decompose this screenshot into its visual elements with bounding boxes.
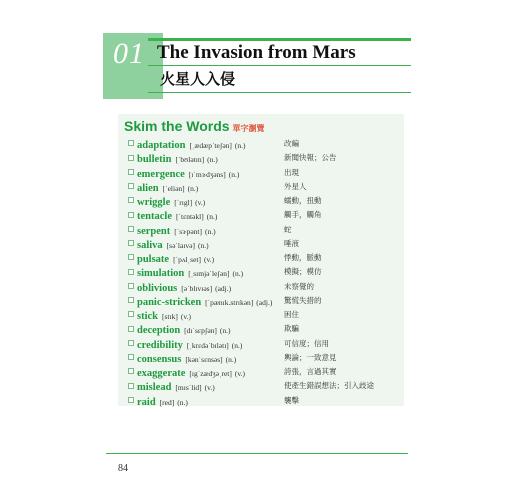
vocabulary-word: bulletin bbox=[137, 154, 172, 166]
vocabulary-row bbox=[128, 237, 404, 251]
header-bottom-rule bbox=[148, 92, 411, 93]
checkbox-square-icon[interactable] bbox=[128, 297, 134, 303]
chapter-number: 01 bbox=[113, 37, 145, 70]
part-of-speech: (n.) bbox=[177, 397, 188, 407]
checkbox-square-icon[interactable] bbox=[128, 326, 134, 332]
vocabulary-row bbox=[128, 166, 404, 180]
chinese-meaning: 蛇 bbox=[284, 224, 292, 234]
part-of-speech: (v.) bbox=[180, 312, 191, 321]
phonetic-transcription: [ˈpænɪk.strɪkən] bbox=[205, 297, 254, 307]
vocabulary-row bbox=[128, 365, 404, 379]
part-of-speech: (n.) bbox=[231, 340, 243, 350]
checkbox-square-icon[interactable] bbox=[128, 169, 134, 175]
header-middle-rule bbox=[148, 65, 411, 66]
vocabulary-word: oblivious bbox=[137, 282, 178, 294]
chapter-title: The Invasion from Mars bbox=[157, 42, 356, 63]
vocabulary-word: consensus bbox=[137, 353, 182, 365]
checkbox-square-icon[interactable] bbox=[128, 269, 134, 275]
chinese-meaning: 模擬；模仿 bbox=[284, 267, 322, 277]
chinese-meaning: 悸動，脈動 bbox=[284, 253, 322, 262]
checkbox-square-icon[interactable] bbox=[128, 311, 134, 317]
vocabulary-word: deception bbox=[137, 325, 181, 337]
part-of-speech: (adj.) bbox=[215, 283, 232, 293]
checkbox-square-icon[interactable] bbox=[128, 212, 134, 218]
phonetic-transcription: [mɪsˈlid] bbox=[175, 383, 202, 393]
vocabulary-row bbox=[128, 194, 404, 208]
phonetic-transcription: [ˈtɛntəkl] bbox=[175, 212, 204, 222]
chinese-meaning: 外星人 bbox=[284, 181, 307, 191]
checkbox-square-icon[interactable] bbox=[128, 354, 134, 360]
phonetic-transcription: [ˈrɪgl] bbox=[174, 198, 193, 207]
vocabulary-word: serpent bbox=[137, 225, 171, 237]
phonetic-transcription: [ˈsɝpənt] bbox=[174, 226, 202, 236]
phonetic-transcription: [ˌsɪmjəˈleʃən] bbox=[188, 269, 230, 279]
checkbox-square-icon[interactable] bbox=[128, 226, 134, 232]
vocabulary-word: mislead bbox=[137, 382, 172, 394]
chinese-meaning: 觸手，觸角 bbox=[284, 210, 322, 220]
part-of-speech: (n.) bbox=[206, 212, 218, 222]
part-of-speech: (n.) bbox=[204, 226, 216, 236]
footer-rule bbox=[106, 453, 408, 454]
vocabulary-word: credibility bbox=[137, 339, 183, 351]
phonetic-transcription: [kənˈsɛnsəs] bbox=[185, 354, 223, 364]
part-of-speech: (n.) bbox=[207, 155, 218, 165]
chinese-meaning: 出現 bbox=[284, 167, 299, 177]
vocabulary-row bbox=[128, 351, 404, 365]
vocabulary-word: stick bbox=[137, 311, 158, 322]
part-of-speech: (adj.) bbox=[256, 297, 273, 307]
vocabulary-row bbox=[128, 337, 404, 351]
phonetic-transcription: [ˌædæpˈteʃən] bbox=[189, 141, 232, 150]
part-of-speech: (n.) bbox=[219, 326, 231, 336]
skim-heading bbox=[124, 118, 265, 136]
phonetic-transcription: [red] bbox=[159, 397, 175, 407]
checkbox-square-icon[interactable] bbox=[128, 397, 134, 403]
part-of-speech: (n.) bbox=[198, 240, 209, 250]
vocabulary-row bbox=[128, 137, 404, 151]
phonetic-transcription: [ˈeliən] bbox=[162, 183, 185, 193]
chinese-meaning: 使產生錯誤想法；引入歧途 bbox=[284, 381, 374, 391]
chinese-meaning: 欺騙 bbox=[284, 324, 299, 334]
checkbox-square-icon[interactable] bbox=[128, 254, 134, 260]
chinese-meaning: 新聞快報；公告 bbox=[284, 153, 337, 163]
chinese-meaning: 困住 bbox=[284, 310, 299, 319]
phonetic-transcription: [əˈblɪvɪəs] bbox=[181, 283, 213, 293]
vocabulary-word: saliva bbox=[137, 239, 163, 251]
vocabulary-row bbox=[128, 208, 404, 222]
vocabulary-row bbox=[128, 394, 404, 408]
vocabulary-row bbox=[128, 322, 404, 336]
vocabulary-word: adaptation bbox=[137, 140, 186, 151]
part-of-speech: (n.) bbox=[234, 141, 246, 150]
checkbox-square-icon[interactable] bbox=[128, 197, 134, 203]
vocabulary-word: tentacle bbox=[137, 211, 172, 223]
skim-heading-title: Skim the Words bbox=[124, 118, 230, 134]
vocabulary-word: raid bbox=[137, 396, 156, 408]
vocabulary-row bbox=[128, 308, 404, 322]
phonetic-transcription: [stɪk] bbox=[162, 312, 178, 321]
phonetic-transcription: [ɪˈmɝdʒəns] bbox=[188, 169, 226, 179]
chinese-meaning: 唾液 bbox=[284, 238, 299, 248]
vocabulary-row bbox=[128, 151, 404, 165]
chinese-meaning: 可信度；信用 bbox=[284, 338, 329, 348]
checkbox-square-icon[interactable] bbox=[128, 240, 134, 246]
vocabulary-list bbox=[128, 137, 404, 408]
checkbox-square-icon[interactable] bbox=[128, 340, 134, 346]
vocabulary-row bbox=[128, 180, 404, 194]
chinese-meaning: 改編 bbox=[284, 139, 299, 148]
vocabulary-word: panic-stricken bbox=[137, 296, 202, 308]
chinese-meaning: 未察覺的 bbox=[284, 281, 314, 291]
part-of-speech: (v.) bbox=[204, 383, 215, 393]
phonetic-transcription: [ɪgˈzædʒəˌret] bbox=[189, 369, 232, 378]
part-of-speech: (v.) bbox=[204, 255, 215, 264]
chinese-meaning: 輿論；一致意見 bbox=[284, 352, 337, 362]
phonetic-transcription: [səˈlaɪvə] bbox=[166, 240, 195, 250]
part-of-speech: (n.) bbox=[187, 183, 199, 193]
checkbox-square-icon[interactable] bbox=[128, 283, 134, 289]
part-of-speech: (n.) bbox=[225, 354, 237, 364]
chinese-meaning: 襲擊 bbox=[284, 395, 299, 405]
chapter-subtitle: 火星人入侵 bbox=[160, 72, 236, 88]
chinese-meaning: 驚慌失措的 bbox=[284, 295, 322, 305]
part-of-speech: (v.) bbox=[234, 369, 246, 378]
vocabulary-word: pulsate bbox=[137, 254, 170, 265]
phonetic-transcription: [ˈpʌlˌset] bbox=[173, 255, 201, 264]
part-of-speech: (n.) bbox=[232, 269, 244, 279]
vocabulary-row bbox=[128, 379, 404, 393]
phonetic-transcription: [dɪˈsɛpʃən] bbox=[184, 326, 217, 336]
vocabulary-word: alien bbox=[137, 182, 159, 194]
chinese-meaning: 誇張，言過其實 bbox=[284, 367, 337, 376]
checkbox-square-icon[interactable] bbox=[128, 183, 134, 189]
phonetic-transcription: [ˌkrɛdəˈbɪlətɪ] bbox=[186, 340, 229, 350]
part-of-speech: (n.) bbox=[228, 169, 240, 179]
vocabulary-row bbox=[128, 265, 404, 279]
checkbox-square-icon[interactable] bbox=[128, 383, 134, 389]
vocabulary-row bbox=[128, 223, 404, 237]
skim-heading-subtitle: 單字瀏覽 bbox=[232, 124, 265, 133]
header-top-rule bbox=[148, 38, 411, 41]
vocabulary-row bbox=[128, 251, 404, 265]
vocabulary-word: wriggle bbox=[137, 197, 171, 208]
vocabulary-word: exaggerate bbox=[137, 368, 186, 379]
checkbox-square-icon[interactable] bbox=[128, 368, 134, 374]
vocabulary-word: emergence bbox=[137, 168, 185, 180]
part-of-speech: (v.) bbox=[195, 198, 206, 207]
vocabulary-word: simulation bbox=[137, 268, 185, 280]
page-number: 84 bbox=[118, 463, 128, 474]
checkbox-square-icon[interactable] bbox=[128, 140, 134, 146]
checkbox-square-icon[interactable] bbox=[128, 155, 134, 161]
vocabulary-row bbox=[128, 294, 404, 308]
phonetic-transcription: [ˈbʊlətɪn] bbox=[175, 155, 205, 165]
vocabulary-row bbox=[128, 280, 404, 294]
chinese-meaning: 蠕動，扭動 bbox=[284, 196, 322, 205]
